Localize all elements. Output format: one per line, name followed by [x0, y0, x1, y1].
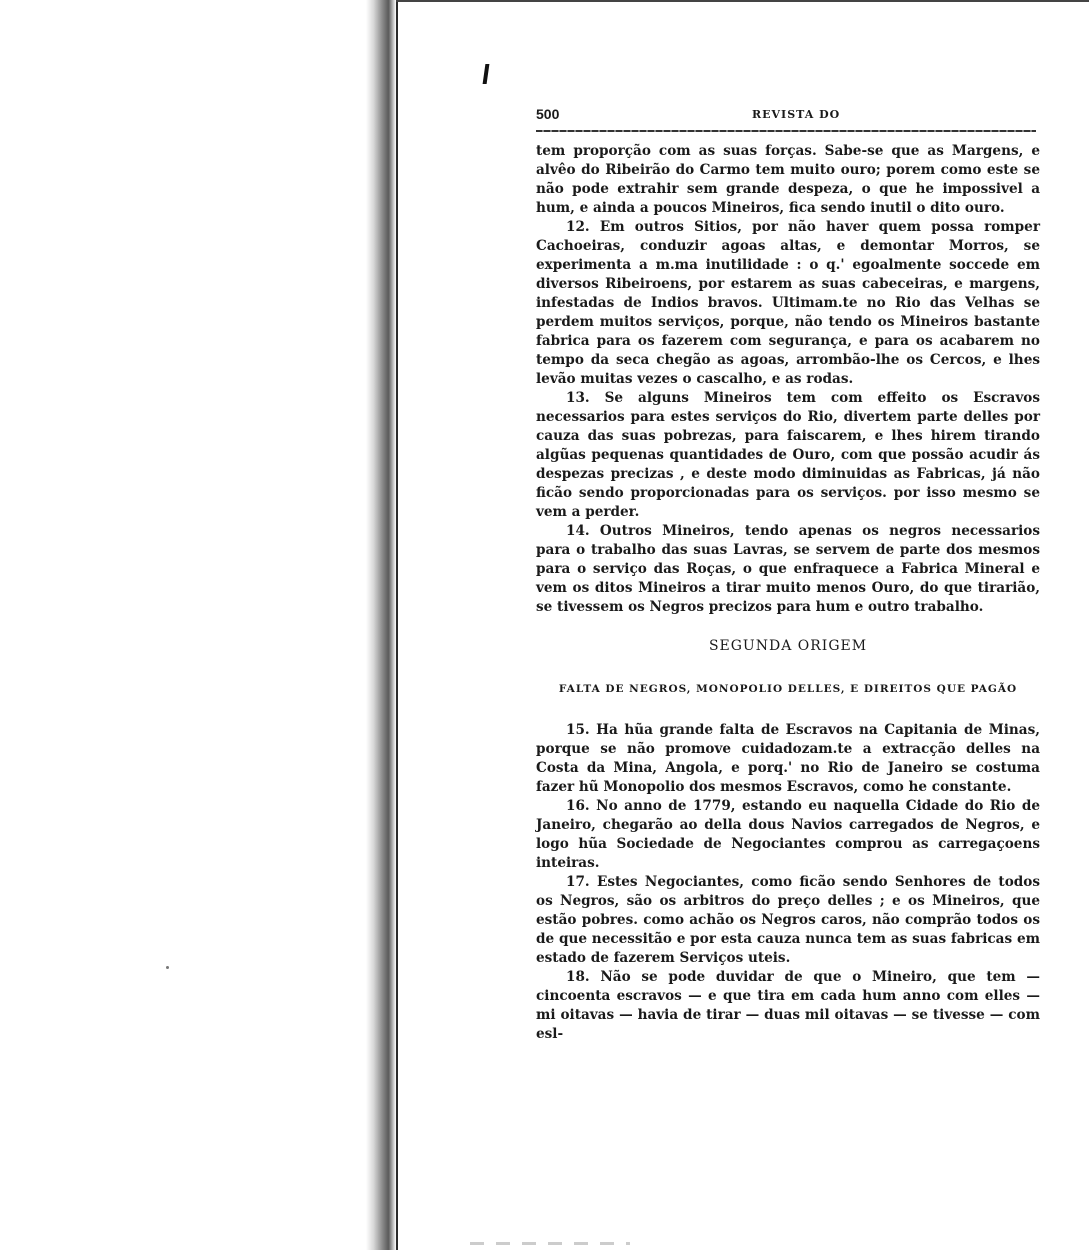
paragraph: 17. Estes Negociantes, como ficão sendo Senhores de todos os Negros, são os arbitros do preço delles ; e os Mineiros, que estão pobres. como achão os Negros caros, não comprão todos os de que necessitão e por esta cauza nunca tem as suas fabricas em estado de fazerem Serviços uteis.: [536, 874, 1040, 966]
paragraph: 15. Ha hũa grande falta de Escravos na Capitania de Minas, porque se não promove cuidadozam.te a extracção delles na Costa da Mina, Angola, e porq.' no Rio de Janeiro se costuma fazer hũ Monopolio dos mesmos Escravos, como he constante.: [536, 722, 1040, 795]
paragraph: 13. Se alguns Mineiros tem com effeito os Escravos necessarios para estes serviços do Rio, divertem parte delles por cauza das suas pobrezas, para faiscarem, e lhes hirem tirando algũas pequenas quantidades de Ouro, com que possão acudir ás despezas precizas , e deste modo diminuidas as Fabricas, já não ficão sendo proporcionadas para os serviços. por isso mesmo se vem a perder.: [536, 390, 1040, 520]
section-title: SEGUNDA ORIGEM: [708, 638, 868, 654]
page-number: 500: [536, 106, 560, 122]
section-subtitle: FALTA DE NEGROS, MONOPOLIO DELLES, E DIREITOS QUE PAGÃO: [558, 683, 1018, 695]
paragraph: 12. Em outros Sitios, por não haver quem possa romper Cachoeiras, conduzir agoas altas, e demontar Morros, se experimenta a m.ma inutilidade : o q.' egoalmente soccede em diversos Ribeiroens, por estarem as suas cabeceiras, e margens, infestadas de Indios bravos. Ultimam.te no Rio das Velhas se perdem muitos serviços, porque, não tendo os Mineiros bastante fabrica para os fazerem com segurança, e para os acabarem no tempo da seca chegão as agoas, arrombão-lhe os Cercos, e lhes levão muitas vezes o cascalho, e as rodas.: [536, 219, 1040, 387]
page-top-edge: [396, 0, 1089, 2]
running-title: REVISTA DO: [752, 108, 841, 121]
body-text: [520, 142, 1040, 1044]
book-binding-shadow: [366, 0, 396, 1250]
paragraph: 16. No anno de 1779, estando eu naquella Cidade do Rio de Janeiro, chegarão ao della dous Navios carregados de Negros, e logo hũa Sociedade de Negociantes comprou as carregaçoens inteiras.: [536, 798, 1040, 871]
page-edge-line: [396, 0, 398, 1250]
left-page-margin: [0, 0, 376, 1250]
scan-noise: [470, 1242, 630, 1245]
scan-mark: [483, 64, 490, 84]
book-page: [520, 104, 1040, 1044]
paragraph: 18. Não se pode duvidar de que o Mineiro, que tem — cincoenta escravos — e que tira em cada hum anno com elles — mi oitavas — havia de tirar — duas mil oitavas — se tivesse — com esl-: [536, 969, 1040, 1042]
paragraph: 14. Outros Mineiros, tendo apenas os negros necessarios para o trabalho das suas Lavras, se servem de parte dos mesmos para o serviço das Roças, o que enfraquece a Fabrica Mineral e vem os ditos Mineiros a tirar muito menos Ouro, do que tirarião, se tivessem os Negros precizos para hum e outro trabalho.: [536, 523, 1040, 615]
paragraph: tem proporção com as suas forças. Sabe-se que as Margens, e alvêo do Ribeirão do Carmo tem muito ouro; porem como este se não pode extrahir sem grande despeza, o que he impossivel a hum, e ainda a poucos Mineiros, fica sendo inutil o dito ouro.: [536, 143, 1040, 216]
header-rule: [536, 130, 1036, 132]
scan-speck: [166, 966, 169, 969]
running-head: [520, 104, 1040, 126]
